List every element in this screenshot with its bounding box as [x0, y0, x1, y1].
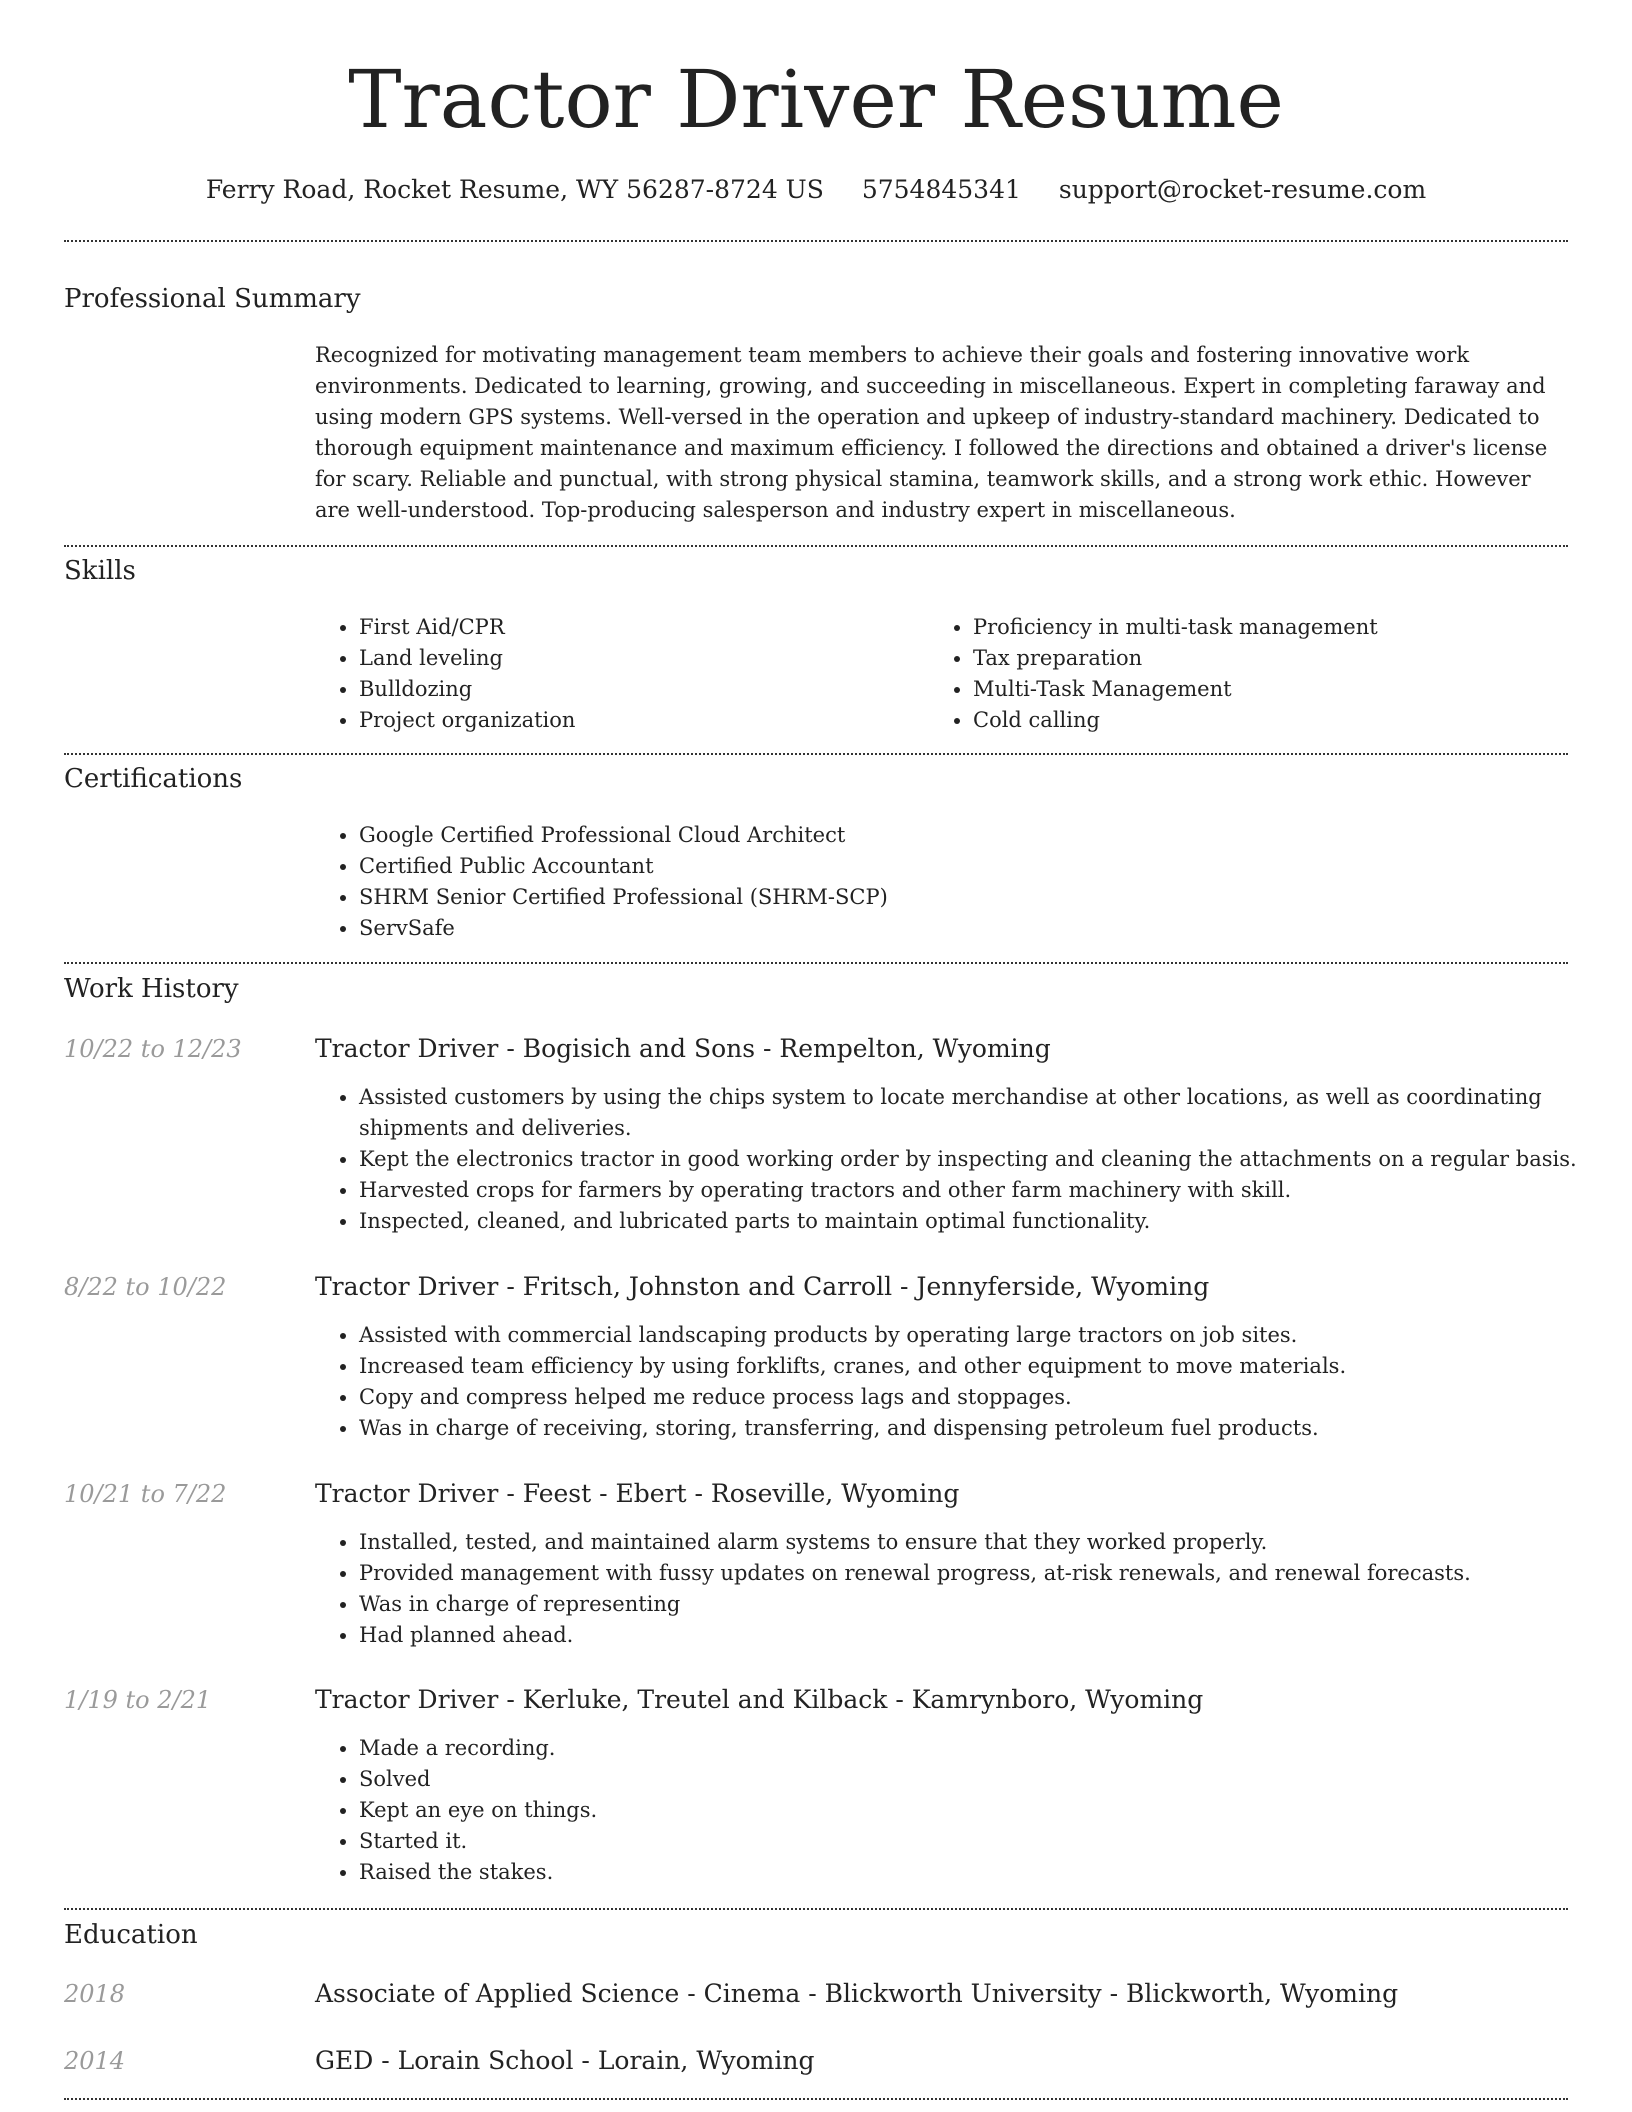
resume-name: Tractor Driver Resume: [348, 53, 1284, 146]
job-dates: 1/19 to 2/21: [64, 1686, 212, 1714]
certifications-title: Certifications: [64, 764, 243, 794]
job-heading: Tractor Driver - Kerluke, Treutel and Kilback - Kamrynboro, Wyoming: [315, 1685, 1204, 1714]
job-bullets: [315, 1082, 1589, 1237]
job-bullet: • Installed, tested, and maintained alarm systems to ensure that they worked properly.: [359, 1527, 1471, 1558]
skill-item: • Cold calling: [973, 705, 1378, 736]
certification-item: • SHRM Senior Certified Professional (SHRM-SCP): [359, 882, 888, 913]
education-year: 2014: [64, 2047, 126, 2075]
summary-title: Professional Summary: [64, 284, 361, 314]
job-bullet: • Assisted with commercial landscaping products by operating large tractors on job sites.: [359, 1320, 1346, 1351]
contact-address: Ferry Road, Rocket Resume, WY 56287-8724 US: [205, 175, 824, 204]
job-dates: 10/21 to 7/22: [64, 1480, 227, 1508]
skills-list-right: [929, 612, 1378, 736]
certification-item: • Certified Public Accountant: [359, 851, 888, 882]
job-bullet: • Kept an eye on things.: [359, 1795, 597, 1826]
job-dates: 8/22 to 10/22: [64, 1273, 227, 1301]
divider: [64, 753, 1568, 755]
skills-title: Skills: [64, 556, 136, 586]
skill-item: • Multi-Task Management: [973, 674, 1378, 705]
skill-item: • First Aid/CPR: [359, 612, 575, 643]
job-bullet: • Solved: [359, 1764, 597, 1795]
divider: [64, 2098, 1568, 2100]
education-title: Education: [64, 1920, 198, 1950]
job-bullet: • Had planned ahead.: [359, 1620, 1471, 1651]
education-year: 2018: [64, 1980, 126, 2008]
divider: [64, 1908, 1568, 1910]
job-bullet: • Provided management with fussy updates on renewal progress, at-risk renewals, and renewal forecasts.: [359, 1558, 1471, 1589]
job-heading: Tractor Driver - Feest - Ebert - Roseville, Wyoming: [315, 1479, 960, 1508]
skill-item: • Proficiency in multi-task management: [973, 612, 1378, 643]
job-heading: Tractor Driver - Bogisich and Sons - Rempelton, Wyoming: [315, 1034, 1051, 1063]
skills-list-left: [315, 612, 575, 736]
job-bullet: • Copy and compress helped me reduce process lags and stoppages.: [359, 1382, 1346, 1413]
job-bullet: • Inspected, cleaned, and lubricated parts to maintain optimal functionality.: [359, 1206, 1589, 1237]
job-bullet: • Started it.: [359, 1826, 597, 1857]
contact-line: [0, 170, 1632, 210]
job-bullet: • Was in charge of representing: [359, 1589, 1471, 1620]
contact-email[interactable]: support@rocket-resume.com: [1058, 175, 1427, 204]
work-history-title: Work History: [64, 974, 239, 1004]
job-bullet: • Made a recording.: [359, 1733, 597, 1764]
job-bullets: [315, 1527, 1471, 1651]
skill-item: • Bulldozing: [359, 674, 575, 705]
job-bullets: [315, 1733, 597, 1888]
summary-text: Recognized for motivating management team members to achieve their goals and fostering innovative work environments. Dedicated to learning, growing, and succeeding in miscellaneous. Expert in completing faraway and using modern GPS systems. Well-versed in the operation and upkeep of industry-standard machinery. Dedicated to thorough equipment maintenance and maximum efficiency. I followed the directions and obtained a driver's license for scary. Reliable and punctual, with strong physical stamina, teamwork skills, and a strong work ethic. However are well-understood. Top-producing salesperson and industry expert in miscellaneous.: [315, 343, 1548, 522]
skill-item: • Project organization: [359, 705, 575, 736]
skill-item: • Tax preparation: [973, 643, 1378, 674]
certification-item: • Google Certified Professional Cloud Architect: [359, 820, 888, 851]
education-degree: Associate of Applied Science - Cinema - Blickworth University - Blickworth, Wyoming: [315, 1979, 1399, 2008]
contact-phone: 5754845341: [861, 175, 1021, 204]
job-bullet: • Kept the electronics tractor in good working order by inspecting and cleaning the attachments on a regular basis.: [359, 1144, 1589, 1175]
job-bullet: • Harvested crops for farmers by operating tractors and other farm machinery with skill.: [359, 1175, 1589, 1206]
divider: [64, 962, 1568, 964]
job-dates: 10/22 to 12/23: [64, 1035, 242, 1063]
job-bullet: • Raised the stakes.: [359, 1857, 597, 1888]
certification-item: • ServSafe: [359, 913, 888, 944]
job-bullets: [315, 1320, 1346, 1444]
skill-item: • Land leveling: [359, 643, 575, 674]
job-bullet: • Was in charge of receiving, storing, transferring, and dispensing petroleum fuel products.: [359, 1413, 1346, 1444]
divider: [64, 240, 1568, 242]
certifications-list: [315, 820, 888, 944]
divider: [64, 545, 1568, 547]
job-heading: Tractor Driver - Fritsch, Johnston and Carroll - Jennyferside, Wyoming: [315, 1272, 1210, 1301]
job-bullet: • Assisted customers by using the chips system to locate merchandise at other locations, as well as coordinating shipments and deliveries.: [359, 1082, 1589, 1144]
education-degree: GED - Lorain School - Lorain, Wyoming: [315, 2046, 815, 2075]
job-bullet: • Increased team efficiency by using forklifts, cranes, and other equipment to move materials.: [359, 1351, 1346, 1382]
